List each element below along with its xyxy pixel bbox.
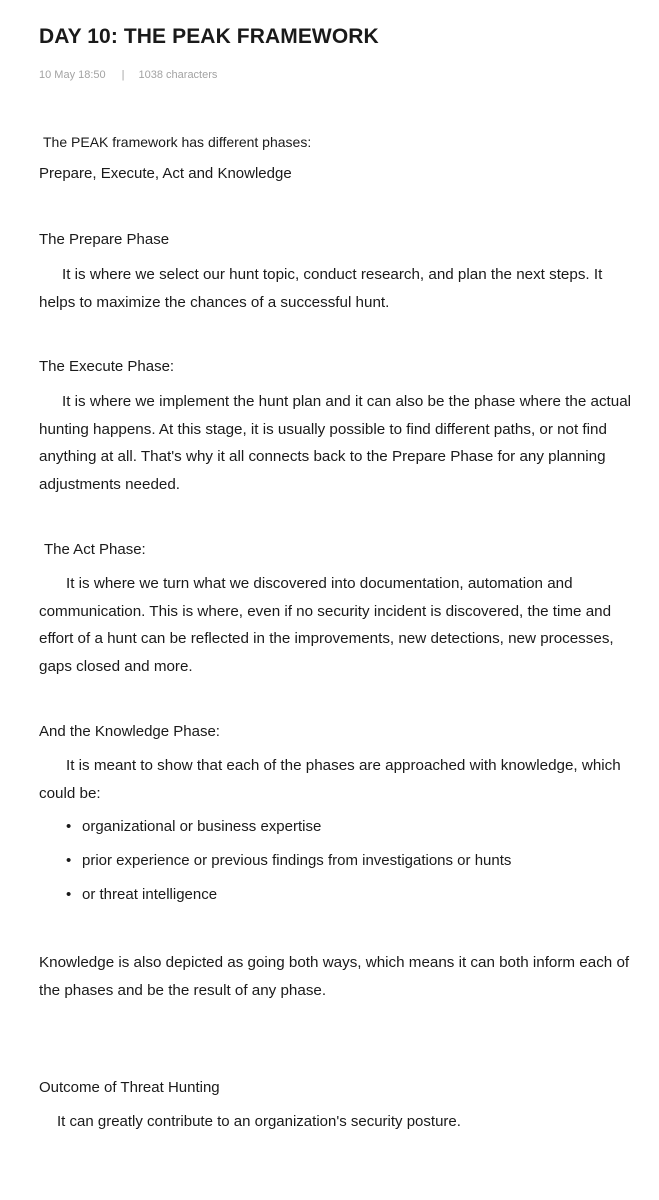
meta-separator: | xyxy=(121,69,125,81)
act-heading: The Act Phase: xyxy=(44,541,146,558)
knowledge-note: Knowledge is also depicted as going both ways, which means it can both inform each of the phases and be the result of any phase. xyxy=(39,954,630,999)
knowledge-body: It is meant to show that each of the phases are approached with knowledge, which could be: xyxy=(39,757,621,802)
intro-line: The PEAK framework has different phases: xyxy=(43,134,312,150)
note-date: 10 May 18:50 xyxy=(39,69,106,81)
prepare-paragraph xyxy=(39,261,639,316)
page-title: DAY 10: THE PEAK FRAMEWORK xyxy=(39,25,379,48)
act-body: It is where we turn what we discovered into documentation, automation and communication. This is where, even if no security incident is discovered, the time and effort of a hunt can be reflected in the improvements, new detections, new processes, gaps closed and more. xyxy=(39,575,614,675)
prepare-body: It is where we select our hunt topic, conduct research, and plan the next steps. It helps to maximize the chances of a successful hunt. xyxy=(39,266,603,311)
bullet-dot-icon: • xyxy=(66,818,72,835)
execute-body: It is where we implement the hunt plan and it can also be the phase where the actual hunting happens. At this stage, it is usually possible to find different paths, or not find anything at all. That's why it all connects back to the Prepare Phase for any planning adjustments needed. xyxy=(39,393,632,493)
execute-heading: The Execute Phase: xyxy=(39,358,175,375)
execute-paragraph xyxy=(39,388,639,498)
phases-summary: Prepare, Execute, Act and Knowledge xyxy=(39,165,292,182)
act-paragraph xyxy=(39,570,639,680)
bullet-dot-icon: • xyxy=(66,886,72,903)
knowledge-paragraph xyxy=(39,752,639,807)
list-item: • or threat intelligence xyxy=(66,886,218,903)
note-meta xyxy=(39,69,217,81)
knowledge-heading: And the Knowledge Phase: xyxy=(39,723,220,740)
list-item: • organizational or business expertise xyxy=(66,818,322,835)
outcome-heading: Outcome of Threat Hunting xyxy=(39,1079,220,1096)
list-item: • prior experience or previous findings from investigations or hunts xyxy=(66,852,512,869)
bullet-dot-icon: • xyxy=(66,852,72,869)
character-count: 1038 characters xyxy=(138,69,218,81)
outcome-body: It can greatly contribute to an organization's security posture. xyxy=(57,1113,461,1130)
prepare-heading: The Prepare Phase xyxy=(39,231,170,248)
